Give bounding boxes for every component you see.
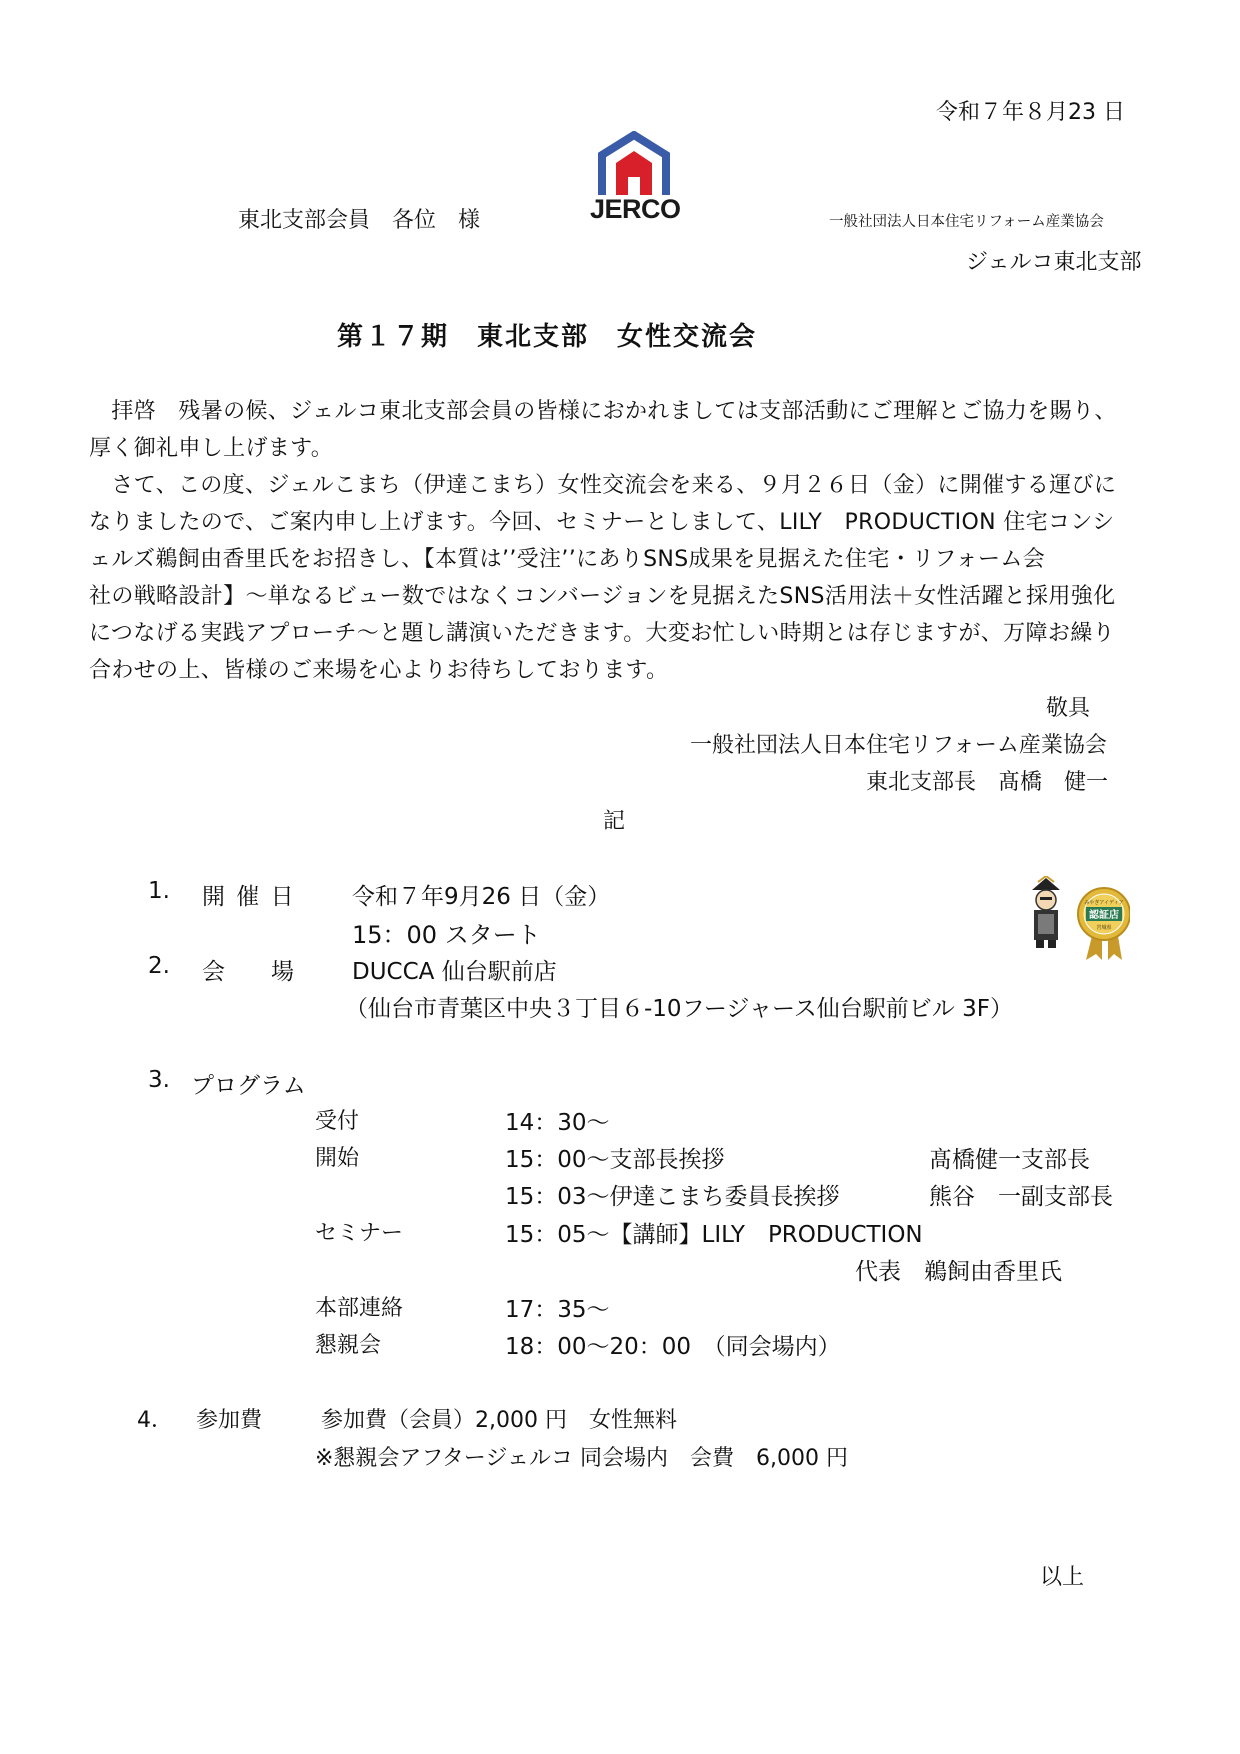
recipient-line: 東北支部会員 各位 様 (238, 208, 481, 233)
body-line: 厚く御礼申し上げます。 (89, 436, 334, 461)
venue-label: 会 場 (202, 959, 294, 985)
program-row-time: 15：00～支部長挨拶 (505, 1147, 725, 1173)
date-label: 開 催 日 (202, 884, 296, 910)
certification-badge (1024, 876, 1130, 962)
badge-top-text: みやぎアイディア (1084, 900, 1124, 906)
page-title: 第１７期 東北支部 女性交流会 (337, 322, 758, 352)
venue-name: DUCCA 仙台駅前店 (352, 959, 557, 985)
program-row-person: 髙橋健一支部長 (929, 1147, 1090, 1173)
signature-person: 東北支部長 髙橋 健一 (866, 770, 1109, 795)
program-row-label: 懇親会 (315, 1333, 382, 1358)
item-number: 4． (137, 1408, 173, 1433)
closing-ijou: 以上 (1040, 1565, 1085, 1590)
program-label: プログラム (191, 1073, 306, 1099)
body-line: ェルズ鵜飼由香里氏をお招きし、【本質は’’受注’’にありSNS成果を見据えた住宅・リフォーム会 (89, 547, 1046, 572)
ki-heading: 記 (603, 809, 626, 834)
program-row-label: 受付 (315, 1109, 360, 1134)
badge-ribbon-text: 宮城県 (1096, 925, 1112, 931)
body-line: 拝啓 残暑の候、ジェルコ東北支部会員の皆様におかれましては支部活動にご理解とご協力を賜り、 (89, 399, 1117, 424)
badge-main-text: 認証店 (1089, 910, 1119, 921)
logo-text: JERCO (590, 194, 681, 224)
item-number: 3. (148, 1067, 170, 1093)
signature-org: 一般社団法人日本住宅リフォーム産業協会 (690, 733, 1107, 758)
program-row-label: セミナー (315, 1221, 404, 1246)
document-date: 令和７年８月23 日 (936, 100, 1125, 125)
program-row-person: 代表 鵜飼由香里氏 (855, 1259, 1062, 1285)
start-time: 15：00 スタート (352, 921, 541, 949)
program-row-label: 本部連絡 (315, 1296, 404, 1321)
logo-door (628, 177, 640, 195)
body-line: さて、この度、ジェルこまち（伊達こまち）女性交流会を来る、９月２６日（金）に開催する運びに (89, 473, 1117, 498)
program-row-time: 15：03～伊達こまち委員長挨拶 (505, 1184, 840, 1210)
fee-note: ※懇親会アフタージェルコ 同会場内 会費 6,000 円 (315, 1446, 848, 1471)
body-line: 社の戦略設計】～単なるビュー数ではなくコンバージョンを見据えたSNS活用法＋女性活躍と採用強化 (89, 584, 1116, 609)
program-row-label: 開始 (315, 1146, 360, 1171)
program-row-time: 18：00～20：00 （同会場内） (505, 1334, 841, 1360)
body-line: なりましたので、ご案内申し上げます。今回、セミナーとしまして、LILY PRODUCTION 住宅コンシ (89, 510, 1115, 535)
branch-name: ジェルコ東北支部 (966, 250, 1142, 275)
venue-address: （仙台市青葉区中央３丁目６-10フージャース仙台駅前ビル 3F） (345, 996, 1013, 1022)
program-row-person: 熊谷 一副支部長 (929, 1184, 1113, 1210)
body-line: につなげる実践アプローチ～と題し講演いただきます。大変お忙しい時期とは存じますが、万障お繰り (89, 621, 1115, 646)
closing-keigu: 敬具 (1046, 696, 1091, 721)
item-number: 1. (148, 878, 170, 904)
program-row-time: 15：05～【講師】LILY PRODUCTION (505, 1222, 923, 1248)
program-row-time: 14：30～ (505, 1110, 610, 1136)
date-value: 令和７年9月26 日（金） (352, 884, 611, 910)
jerco-logo (590, 131, 681, 227)
badge-medal-icon (1024, 876, 1130, 962)
program-row-time: 17：35～ (505, 1297, 610, 1323)
body-line: 合わせの上、皆様のご来場を心よりお待ちしております。 (89, 658, 669, 683)
org-name-small: 一般社団法人日本住宅リフォーム産業協会 (829, 214, 1104, 230)
mascot-figure (1032, 876, 1060, 948)
fee-value: 参加費（会員）2,000 円 女性無料 (321, 1408, 677, 1433)
house-logo-icon (592, 131, 676, 199)
fee-label: 参加費 (196, 1408, 263, 1433)
item-number: 2. (148, 953, 170, 979)
